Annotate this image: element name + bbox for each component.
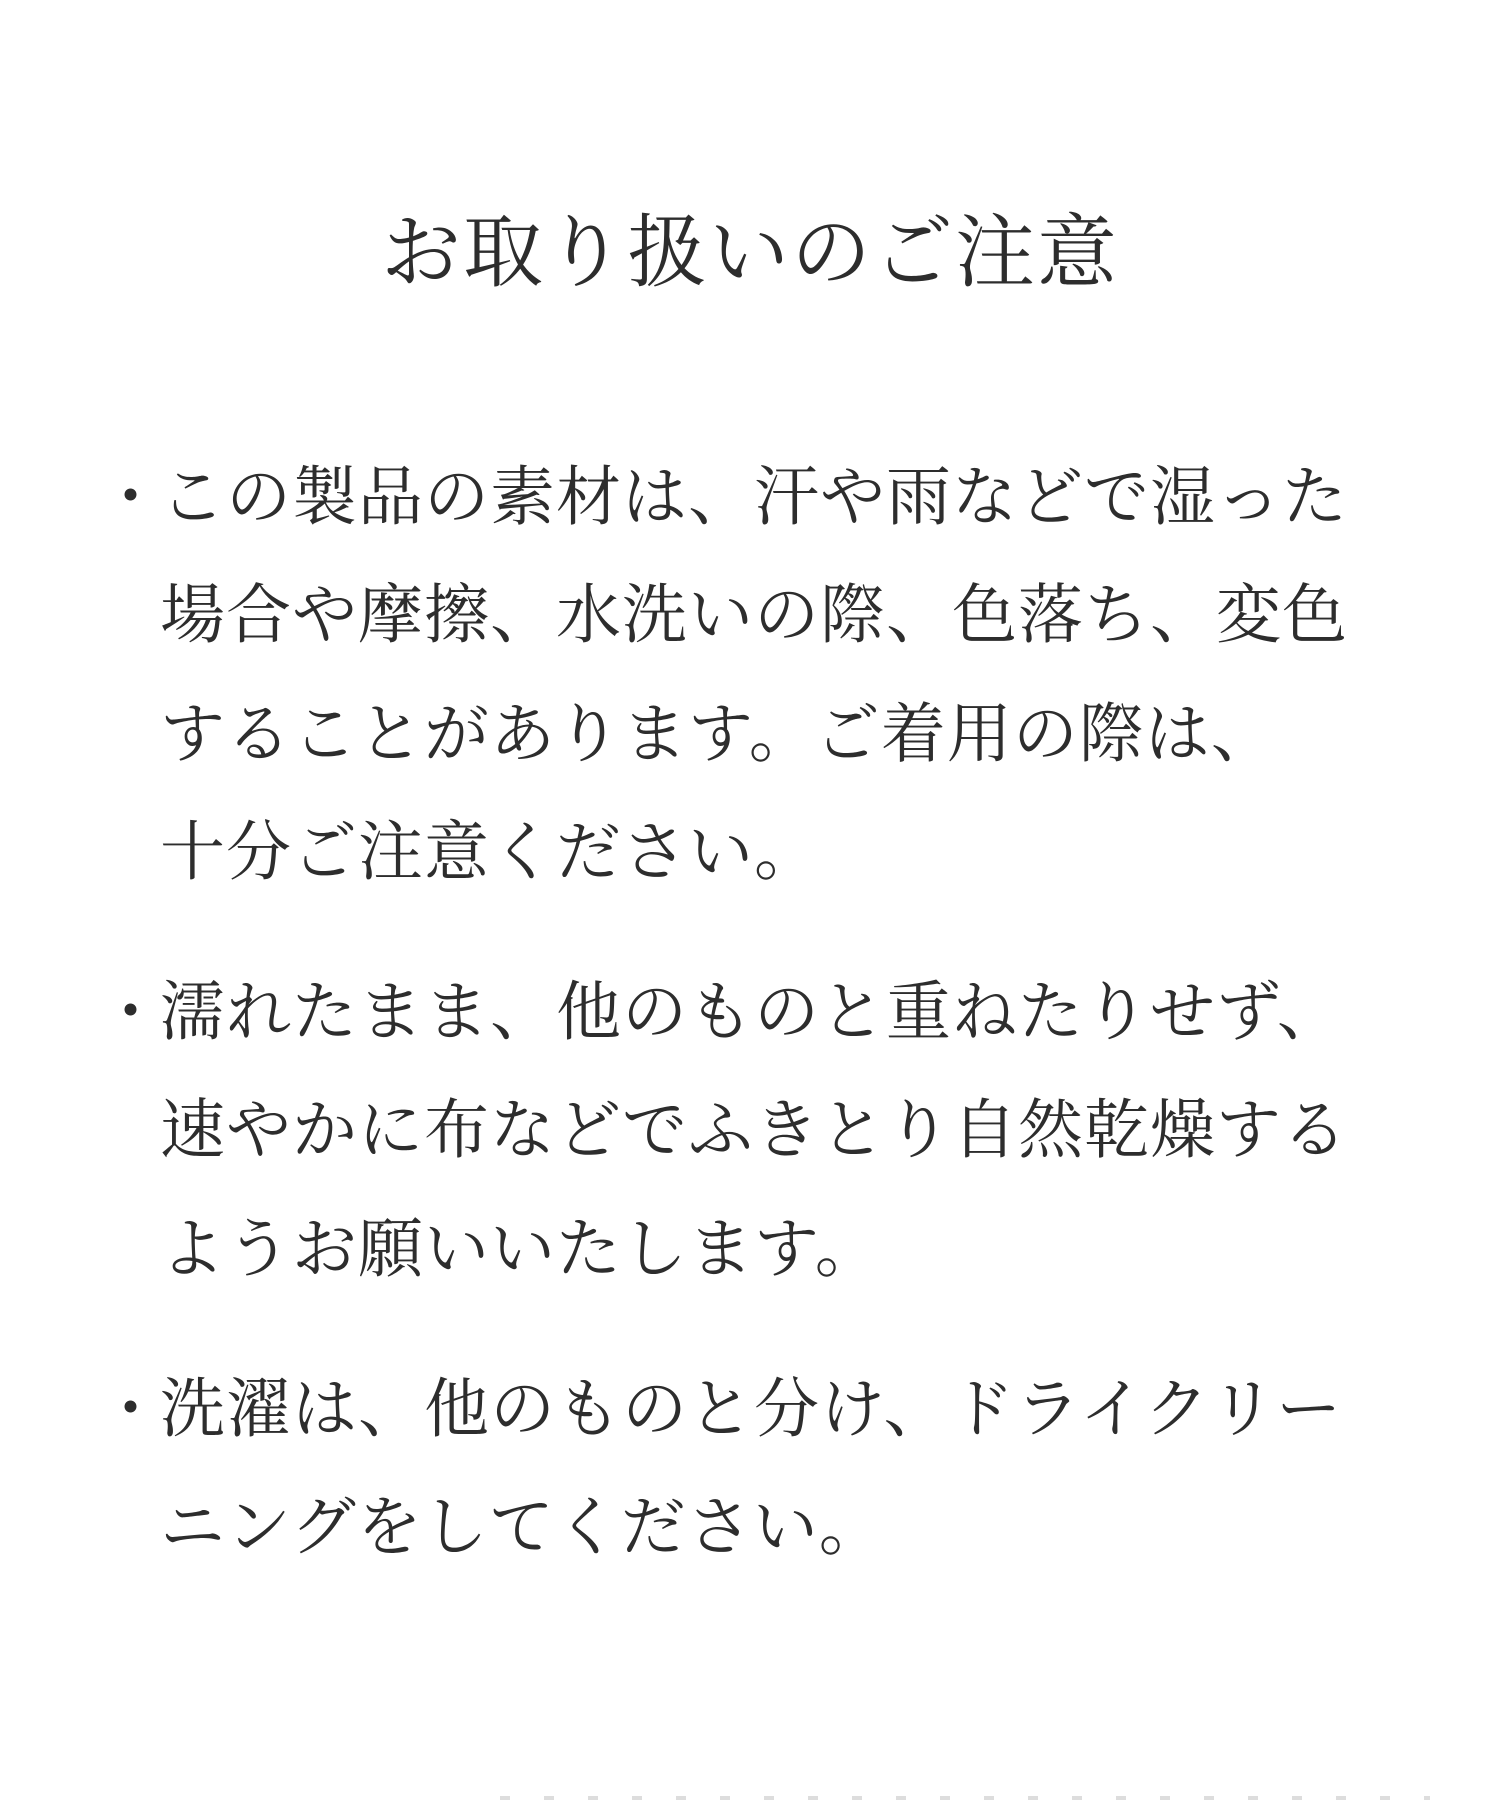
care-note-item-washing [0, 1350, 1500, 1587]
note-line: 濡れたまま、他のものと重ねたりせず、 [160, 975, 1343, 1049]
care-note-item-material [0, 438, 1500, 911]
cropped-next-line-edge [500, 1796, 1430, 1800]
care-notes-list [0, 438, 1500, 1587]
bullet-marker: ・ [98, 975, 164, 1049]
care-note-item-wet [0, 953, 1500, 1308]
note-line: することがあります。ご着用の際は、 [160, 696, 1277, 770]
page-title: お取り扱いのご注意 [381, 208, 1119, 297]
bullet-marker: ・ [98, 460, 164, 533]
note-line: 速やかに布などでふきとり自然乾燥する [160, 1093, 1349, 1167]
bullet-marker: ・ [98, 1372, 164, 1446]
note-line: ようお願いいたします。 [160, 1211, 881, 1285]
note-line: 洗濯は、他のものと分け、ドライクリー [160, 1372, 1343, 1446]
note-line: この製品の素材は、汗や雨などで湿った [160, 460, 1349, 533]
note-line: 場合や摩擦、水洗いの際、色落ち、変色 [160, 578, 1349, 652]
note-line: ニングをしてください。 [160, 1490, 885, 1564]
note-line: 十分ご注意ください。 [160, 814, 821, 888]
